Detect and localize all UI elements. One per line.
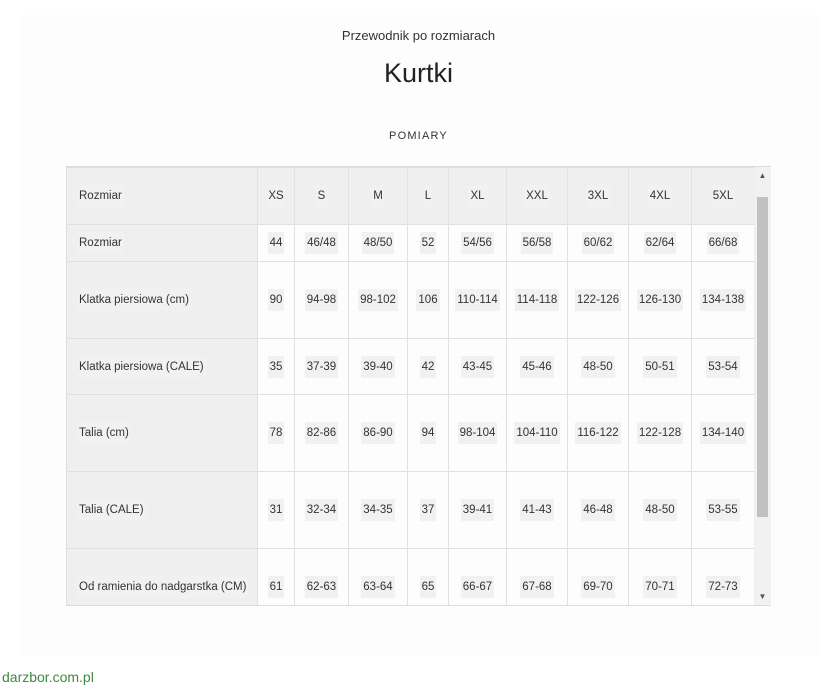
cell-value: 35	[268, 356, 285, 378]
cell-value: 53-55	[706, 499, 739, 521]
table-cell	[349, 225, 408, 262]
size-label: L	[423, 185, 433, 207]
cell-value: 90	[268, 289, 285, 311]
table-cell	[507, 339, 568, 395]
table-cell	[408, 395, 449, 472]
cell-value: 43-45	[461, 356, 494, 378]
cell-value: 98-102	[358, 289, 398, 311]
table-cell	[449, 225, 507, 262]
footer-brand-link[interactable]: darzbor.com.pl	[2, 669, 94, 685]
section-heading: POMIARY	[389, 130, 448, 142]
cell-value: 104-110	[514, 422, 559, 444]
table-cell	[408, 262, 449, 339]
cell-value: 37-39	[305, 356, 338, 378]
size-label: S	[316, 185, 328, 207]
size-label: M	[371, 185, 385, 207]
table-row	[67, 395, 755, 472]
size-label: XS	[266, 185, 285, 207]
cell-value: 32-34	[305, 499, 338, 521]
table-row	[67, 472, 755, 549]
table-row	[67, 549, 755, 606]
cell-value: 122-126	[575, 289, 621, 311]
table-cell	[629, 395, 692, 472]
row-label-text: Talia (CALE)	[77, 499, 146, 521]
table-cell	[568, 395, 629, 472]
table-cell	[507, 549, 568, 606]
cell-value: 56/58	[521, 232, 554, 254]
cell-value: 45-46	[520, 356, 553, 378]
table-cell	[629, 225, 692, 262]
table-cell	[349, 472, 408, 549]
table-cell	[629, 472, 692, 549]
table-cell	[692, 262, 755, 339]
table-cell	[629, 339, 692, 395]
table-cell	[295, 339, 349, 395]
cell-value: 66/68	[707, 232, 740, 254]
table-header-row	[67, 168, 755, 225]
cell-value: 48-50	[581, 356, 614, 378]
table-cell	[295, 395, 349, 472]
row-label	[67, 225, 258, 262]
column-header	[67, 168, 258, 225]
row-label	[67, 262, 258, 339]
size-label: 4XL	[648, 185, 672, 207]
row-label	[67, 549, 258, 606]
scroll-down-arrow-icon[interactable]: ▼	[758, 592, 767, 601]
row-label-text: Rozmiar	[77, 232, 124, 254]
row-label-text: Klatka piersiowa (CALE)	[77, 356, 206, 378]
table-cell	[629, 262, 692, 339]
cell-value: 37	[420, 499, 437, 521]
table-cell	[258, 225, 295, 262]
column-header	[449, 168, 507, 225]
table-cell	[408, 549, 449, 606]
size-guide-subtitle: Przewodnik po rozmiarach	[341, 28, 496, 43]
table-cell	[568, 339, 629, 395]
scroll-up-arrow-icon[interactable]: ▲	[758, 171, 767, 180]
cell-value: 134-140	[700, 422, 746, 444]
cell-value: 94	[420, 422, 437, 444]
table-cell	[295, 262, 349, 339]
cell-value: 116-122	[575, 422, 620, 444]
table-cell	[507, 225, 568, 262]
cell-value: 34-35	[361, 499, 394, 521]
table-cell	[349, 395, 408, 472]
column-header	[408, 168, 449, 225]
column-header	[629, 168, 692, 225]
cell-value: 42	[420, 356, 437, 378]
column-header	[349, 168, 408, 225]
table-cell	[258, 262, 295, 339]
size-label: 5XL	[711, 185, 735, 207]
table-cell	[295, 549, 349, 606]
table-cell	[258, 339, 295, 395]
scrollbar-thumb[interactable]	[757, 197, 768, 517]
cell-value: 39-40	[361, 356, 394, 378]
table-cell	[408, 339, 449, 395]
cell-value: 122-128	[637, 422, 683, 444]
row-label-text: Klatka piersiowa (cm)	[77, 289, 191, 311]
cell-value: 31	[268, 499, 285, 521]
table-cell	[449, 262, 507, 339]
row-label-text: Talia (cm)	[77, 422, 131, 444]
size-table	[66, 167, 754, 605]
cell-value: 48-50	[643, 499, 676, 521]
column-header	[295, 168, 349, 225]
cell-value: 110-114	[455, 289, 500, 311]
cell-value: 72-73	[706, 576, 739, 598]
cell-value: 39-41	[461, 499, 494, 521]
table-cell	[692, 549, 755, 606]
cell-value: 94-98	[305, 289, 338, 311]
page-title: Kurtki	[383, 58, 454, 88]
column-header	[507, 168, 568, 225]
column-header	[568, 168, 629, 225]
cell-value: 86-90	[361, 422, 394, 444]
table-cell	[258, 549, 295, 606]
cell-value: 114-118	[515, 289, 560, 311]
cell-value: 65	[420, 576, 437, 598]
cell-value: 53-54	[706, 356, 739, 378]
cell-value: 66-67	[461, 576, 494, 598]
cell-value: 44	[268, 232, 285, 254]
table-cell	[568, 472, 629, 549]
cell-value: 48/50	[362, 232, 395, 254]
size-table-container[interactable]	[66, 166, 771, 606]
cell-value: 41-43	[520, 499, 553, 521]
table-cell	[507, 395, 568, 472]
table-cell	[692, 339, 755, 395]
cell-value: 98-104	[458, 422, 498, 444]
cell-value: 126-130	[637, 289, 683, 311]
cell-value: 52	[420, 232, 437, 254]
table-cell	[568, 225, 629, 262]
cell-value: 46/48	[305, 232, 338, 254]
cell-value: 82-86	[305, 422, 338, 444]
column-header	[258, 168, 295, 225]
cell-value: 78	[268, 422, 285, 444]
table-cell	[629, 549, 692, 606]
cell-value: 134-138	[700, 289, 746, 311]
size-label: XL	[468, 185, 486, 207]
table-cell	[449, 549, 507, 606]
table-cell	[258, 472, 295, 549]
size-table-viewport[interactable]	[66, 167, 754, 605]
cell-value: 67-68	[520, 576, 553, 598]
table-cell	[692, 225, 755, 262]
table-row	[67, 339, 755, 395]
table-cell	[449, 339, 507, 395]
table-row	[67, 225, 755, 262]
size-label: 3XL	[586, 185, 610, 207]
table-cell	[692, 472, 755, 549]
row-label-text: Od ramienia do nadgarstka (CM)	[77, 576, 248, 598]
cell-value: 63-64	[361, 576, 394, 598]
table-cell	[408, 472, 449, 549]
table-cell	[295, 225, 349, 262]
table-cell	[295, 472, 349, 549]
table-cell	[449, 472, 507, 549]
table-cell	[449, 395, 507, 472]
table-cell	[568, 549, 629, 606]
table-cell	[349, 339, 408, 395]
cell-value: 61	[268, 576, 285, 598]
vertical-scrollbar[interactable]	[754, 167, 771, 605]
table-cell	[507, 262, 568, 339]
table-cell	[258, 395, 295, 472]
cell-value: 69-70	[581, 576, 614, 598]
cell-value: 46-48	[581, 499, 614, 521]
table-cell	[507, 472, 568, 549]
table-body	[67, 225, 755, 606]
row-label	[67, 339, 258, 395]
row-label	[67, 395, 258, 472]
table-cell	[692, 395, 755, 472]
cell-value: 70-71	[643, 576, 676, 598]
cell-value: 60/62	[582, 232, 615, 254]
size-label: XXL	[524, 185, 550, 207]
cell-value: 62-63	[305, 576, 338, 598]
cell-value: 54/56	[461, 232, 494, 254]
cell-value: 62/64	[644, 232, 677, 254]
column-header	[692, 168, 755, 225]
column-header-label: Rozmiar	[77, 185, 124, 207]
table-cell	[408, 225, 449, 262]
table-cell	[349, 262, 408, 339]
table-cell	[568, 262, 629, 339]
table-cell	[349, 549, 408, 606]
cell-value: 106	[416, 289, 439, 311]
table-row	[67, 262, 755, 339]
row-label	[67, 472, 258, 549]
cell-value: 50-51	[643, 356, 676, 378]
